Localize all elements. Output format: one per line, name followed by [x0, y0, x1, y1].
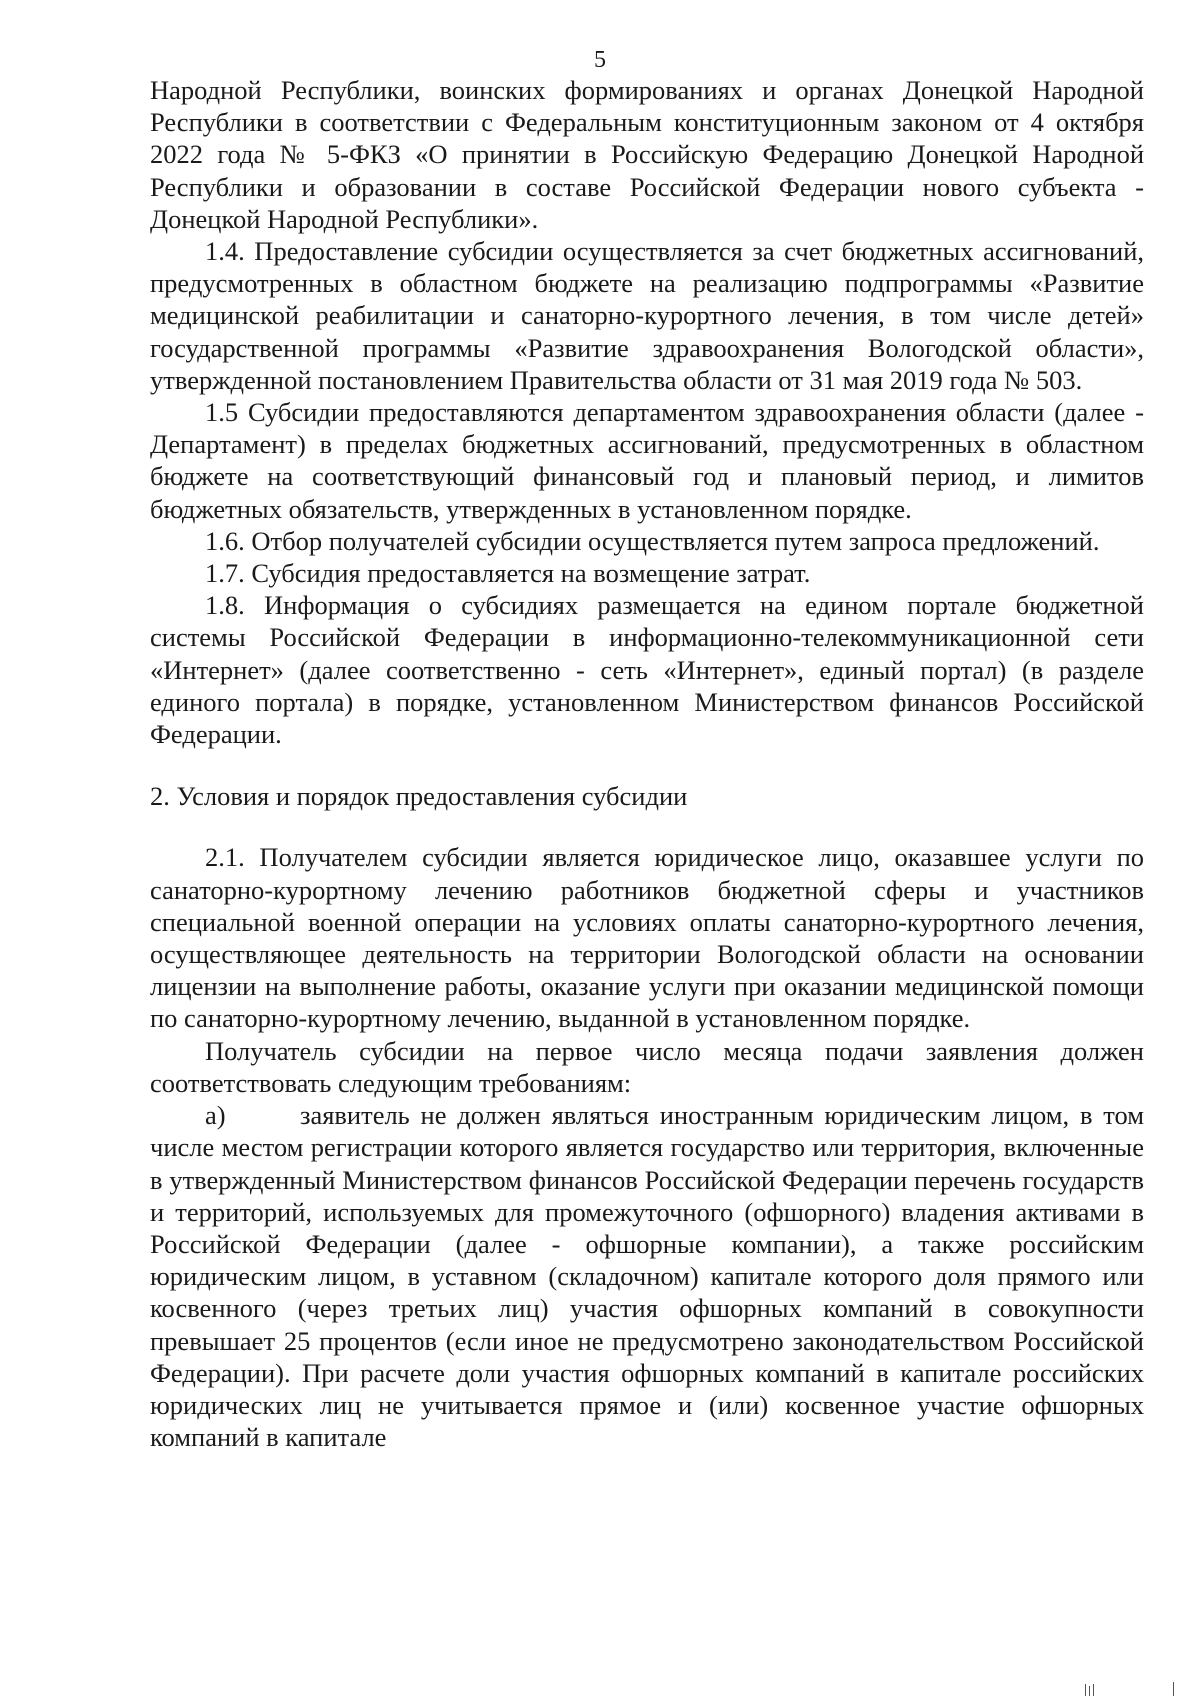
- list-item-a: [150, 1099, 1144, 1453]
- scan-artifact: [1173, 1682, 1174, 1696]
- paragraph-1-7: 1.7. Субсидия предоставляется на возмещение затрат.: [205, 558, 811, 589]
- paragraph-requirements: Получатель субсидии на первое число месяца подачи заявления должен соответствовать следующим требованиям:: [150, 1035, 1144, 1098]
- paragraph-1-6: 1.6. Отбор получателей субсидии осуществляется путем запроса предложений.: [205, 525, 1100, 556]
- document-body: [150, 74, 1144, 1453]
- paragraph-1-8: 1.8. Информация о субсидиях размещается на едином портале бюджетной системы Российской Федерации в информационно-телекоммуникационной сети «Интернет» (далее соответственно - сеть «Интернет», единый портал) (в разделе единого портала) в порядке, установленном Министерством финансов Российской Федерации.: [150, 590, 1144, 750]
- scan-artifact: [1093, 1684, 1094, 1696]
- list-item-a-text: заявитель не должен являться иностранным юридическим лицом, в том числе местом регистрации которого является государство или территория, включенные в утвержденный Министерством финансов Российской Федерации перечень государств и территорий, используемых для промежуточного (офшорного) владения активами в Российской Федерации (далее - офшорные компании), а также российским юридическим лицом, в уставном (складочном) капитале которого доля прямого или косвенного (через третьих лиц) участия офшорных компаний в совокупности превышает 25 процентов (если иное не предусмотрено законодательством Российской Федерации). При расчете доли участия офшорных компаний в капитале российских юридических лиц не учитывается прямое и (или) косвенное участие офшорных компаний в капитале: [150, 1100, 1144, 1453]
- list-item-a-marker: а): [205, 1100, 226, 1131]
- paragraph-1-4: 1.4. Предоставление субсидии осуществляется за счет бюджетных ассигнований, предусмотренных в областном бюджете на реализацию подпрограммы «Развитие медицинской реабилитации и санаторно-курортного лечения, в том числе детей» государственной программы «Развитие здравоохранения Вологодской области», утвержденной постановлением Правительства области от 31 мая 2019 года № 503.: [150, 236, 1144, 395]
- page-number: 5: [594, 47, 606, 73]
- scan-artifact: [1085, 1684, 1086, 1696]
- paragraph-2-1: 2.1. Получателем субсидии является юридическое лицо, оказавшее услуги по санаторно-курортному лечению работников бюджетной сферы и участников специальной военной операции на условиях оплаты санаторно-курортного лечения, осуществляющее деятельность на территории Вологодской области на основании лицензии на выполнение работы, оказание услуги при оказании медицинской помощи по санаторно-курортному лечению, выданной в установленном порядке.: [150, 842, 1144, 1034]
- paragraph-continuation: Народной Республики, воинских формированиях и органах Донецкой Народной Республики в соответствии с Федеральным конституционным законом от 4 октября 2022 года № 5-ФКЗ «О принятии в Российскую Федерацию Донецкой Народной Республики и образовании в составе Российской Федерации нового субъекта - Донецкой Народной Республики».: [150, 75, 1144, 234]
- section-2-heading: 2. Условия и порядок предоставления субсидии: [150, 781, 688, 812]
- scan-artifact: [1089, 1686, 1090, 1696]
- paragraph-1-5: 1.5 Субсидии предоставляются департаментом здравоохранения области (далее - Департамент) в пределах бюджетных ассигнований, предусмотренных в областном бюджете на соответствующий финансовый год и плановый период, и лимитов бюджетных обязательств, утвержденных в установленном порядке.: [150, 397, 1144, 524]
